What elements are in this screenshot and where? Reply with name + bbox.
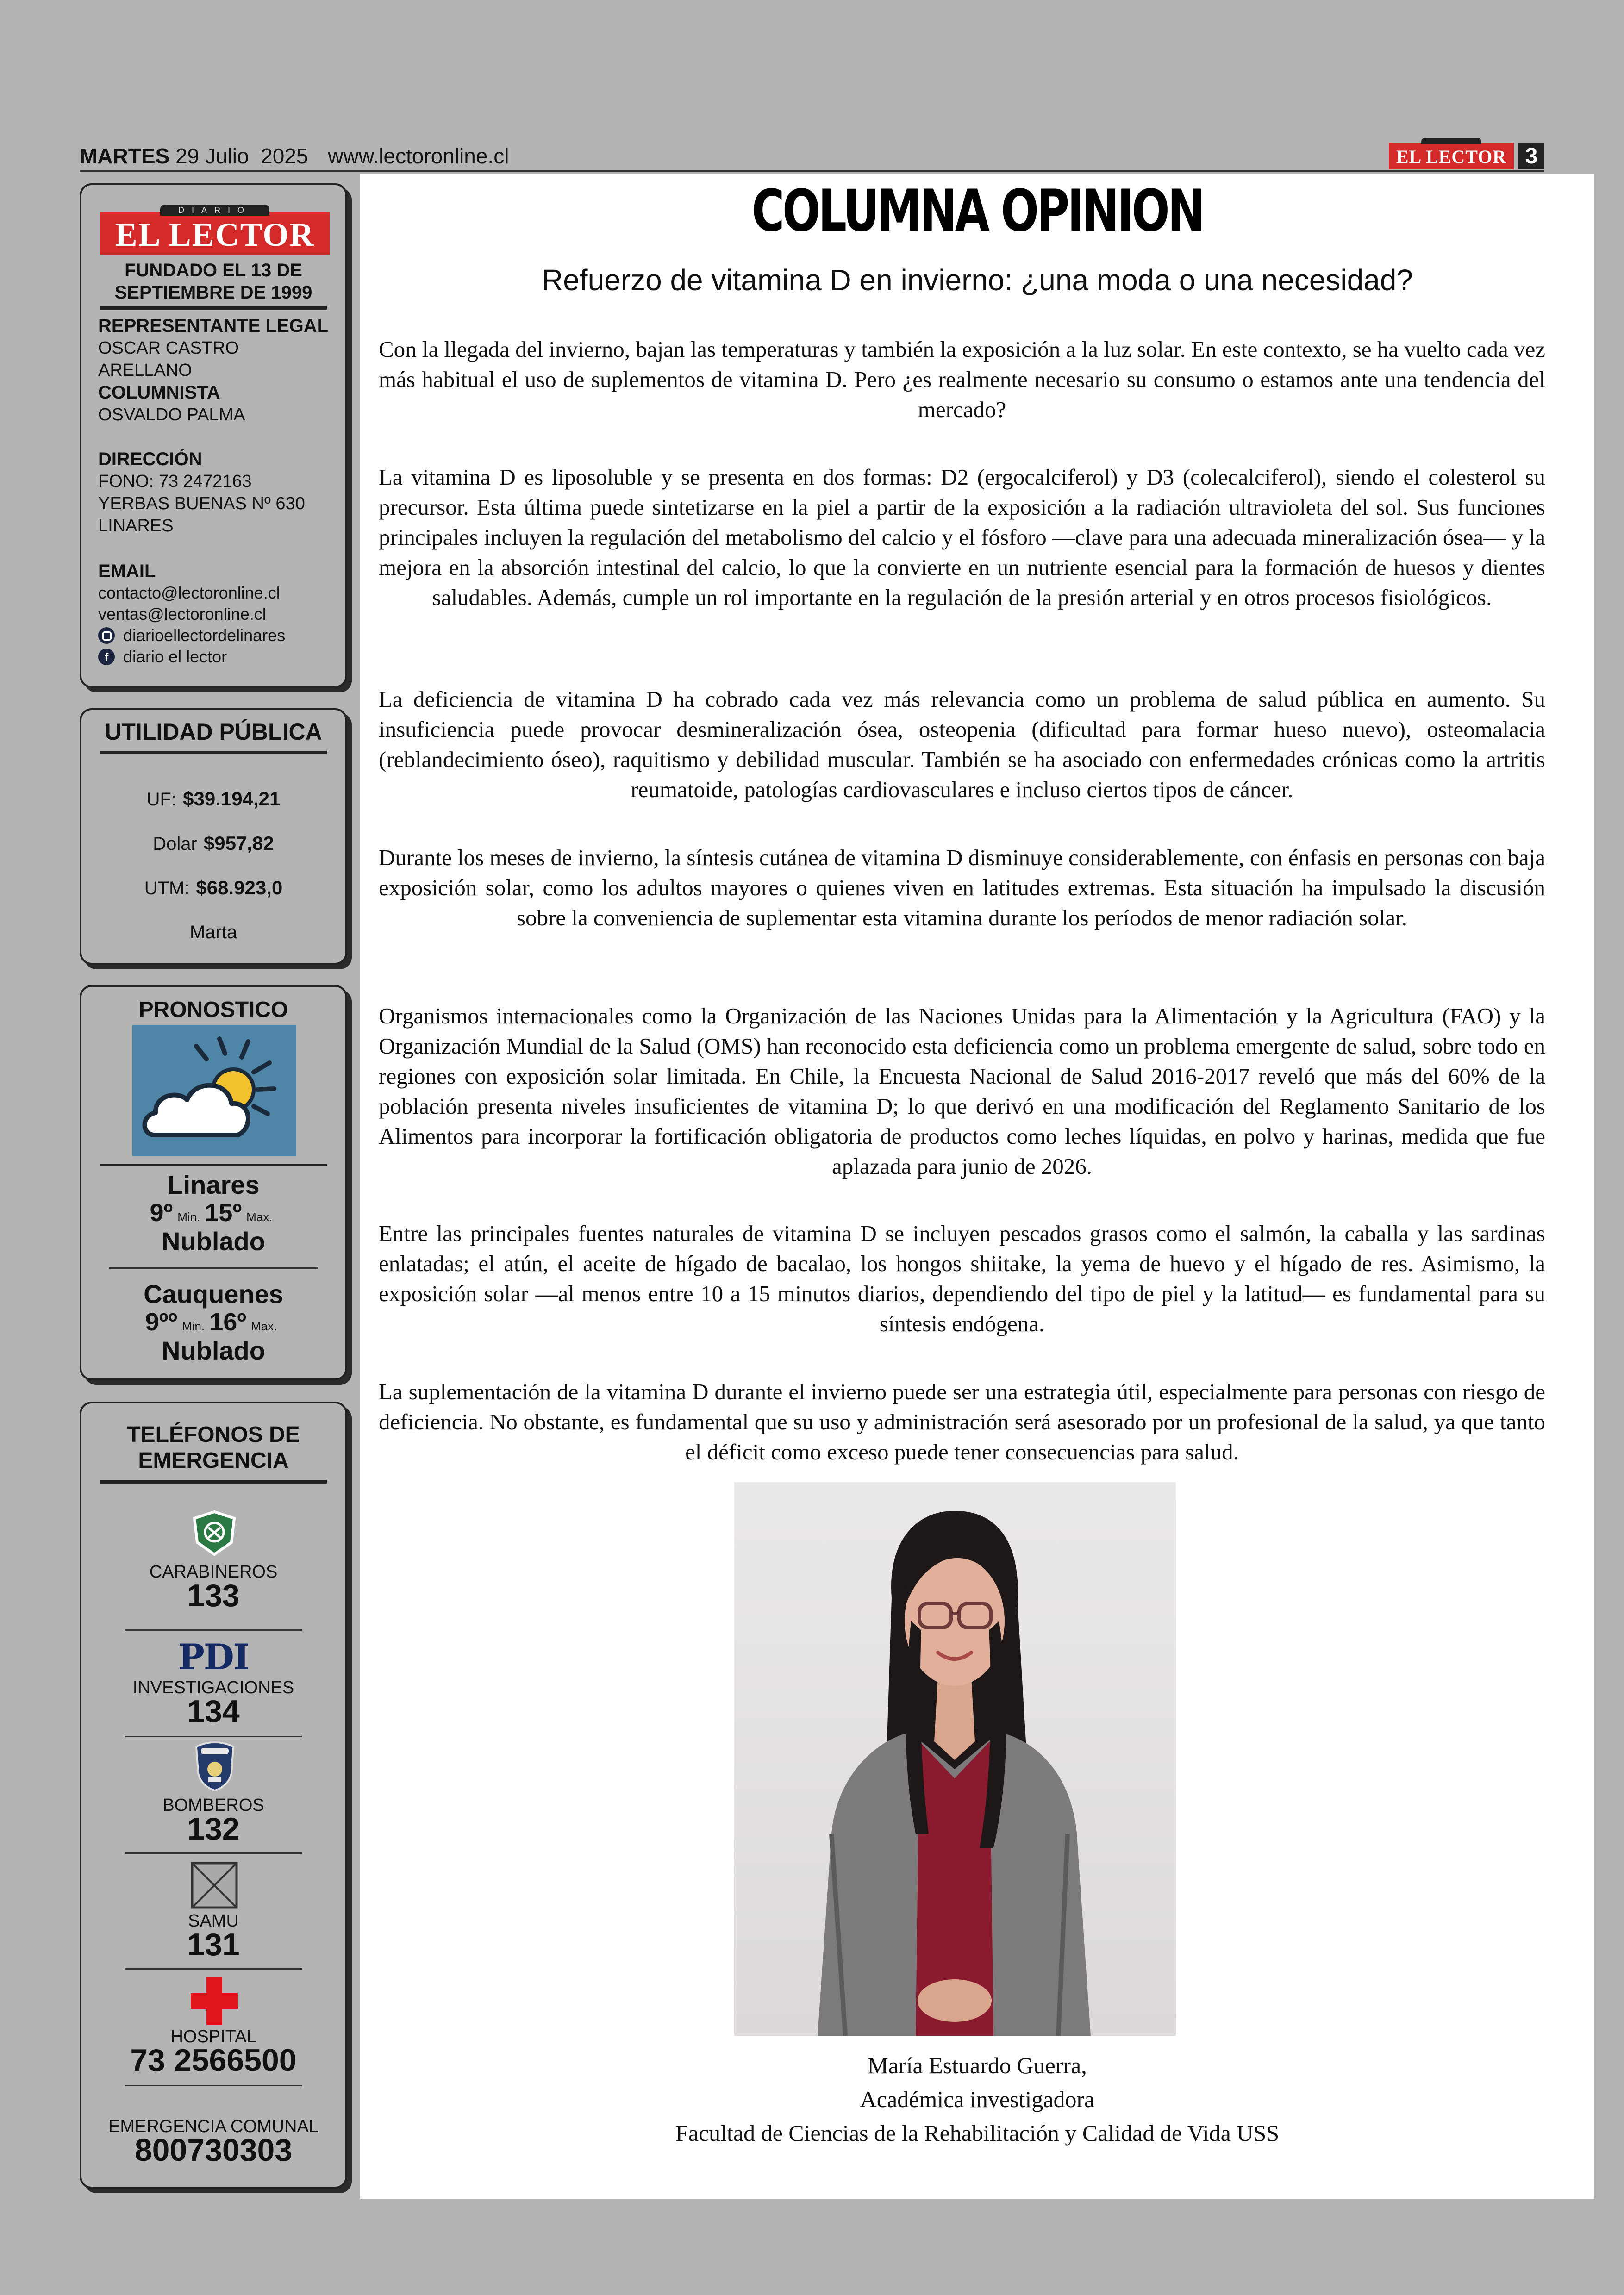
street-address: YERBAS BUENAS Nº 630 (98, 494, 305, 513)
opinion-article (360, 174, 1594, 2199)
emergency-number-investigaciones[interactable]: 134 (187, 1694, 240, 1729)
emergency-separator (125, 1852, 302, 1854)
facebook-icon: f (98, 649, 115, 665)
emergency-name-comunal: EMERGENCIA COMUNAL (108, 2117, 319, 2136)
instagram-icon (98, 627, 115, 644)
author-photo (734, 1482, 1176, 2036)
email-contacto-link[interactable]: contacto@lectoronline.cl (98, 583, 280, 602)
utm-row (81, 877, 345, 899)
utm-value: $68.923,0 (196, 877, 283, 898)
article-paragraph: Durante los meses de invierno, la síntesis cutánea de vitamina D disminuye considerablemente, con énfasis en personas con baja exposición solar, como los adultos mayores o quienes viven en latitudes extremas. Esta situación ha impulsado la discusión sobre la conveniencia de suplementar esta vitamina durante los períodos de menor radiación solar. (379, 845, 1546, 930)
pronostico-title: PRONOSTICO (138, 998, 288, 1022)
page-number: 3 (1518, 143, 1544, 169)
website-link[interactable]: www.lectoronline.cl (328, 144, 509, 168)
author-faculty: Facultad de Ciencias de la Rehabilitación y Calidad de Vida USS (675, 2120, 1280, 2146)
article-paragraph: Organismos internacionales como la Organización de las Naciones Unidas para la Alimentación y la Agricultura (FAO) y la Organización Mundial de la Salud (OMS) han reconocido esta deficiencia como un problema emergente de salud, sobre todo en regiones con exposición solar limitada. En Chile, la Encuesta Nacional de Salud 2016-2017 reveló que más del 60% de la población presenta niveles insuficientes de vitamina D; lo que derivó en una modificación del Reglamento Sanitario de los Alimentos para incorporar la fortificación obligatoria de productos como leches líquidas, en polvo y harinas, medida que fue aplazada para junio de 2026. (379, 1003, 1545, 1179)
utilidad-divider (100, 751, 327, 754)
article-title: Refuerzo de vitamina D en invierno: ¿una moda o una necesidad? (541, 263, 1413, 297)
partly-cloudy-icon (132, 1025, 296, 1156)
author-name: María Estuardo Guerra, (868, 2052, 1087, 2078)
carabineros-badge-icon (192, 1510, 237, 1556)
columnist-section (98, 381, 336, 426)
facebook-link[interactable] (98, 646, 336, 667)
emergency-number-hospital[interactable]: 73 2566500 (130, 2043, 297, 2078)
page-header (80, 143, 1544, 171)
condition-cauquenes: Nublado (162, 1336, 265, 1365)
article-paragraph: Con la llegada del invierno, bajan las temperaturas y también la exposición a la luz solar. En este contexto, se ha vuelto cada vez más habitual el uso de suplementos de vitamina D. Pero ¿es realmente necesario su consumo o estamos ante una tendencia del mercado? (379, 337, 1545, 422)
facebook-handle: diario el lector (123, 647, 227, 666)
author-signature (360, 2049, 1594, 2150)
pronostico-divider (100, 1164, 327, 1166)
city-name-cauquenes: Cauquenes (144, 1279, 283, 1309)
emergency-separator (125, 2085, 302, 2086)
legal-rep-name: OSCAR CASTRO ARELLANO (98, 338, 239, 380)
emergencia-title: TELÉFONOS DE EMERGENCIA (127, 1422, 300, 1473)
dolar-row (81, 832, 345, 854)
article-paragraph: La vitamina D es liposoluble y se presenta en dos formas: D2 (ergocalciferol) y D3 (colecalciferol), siendo el colesterol su precursor. Esta última puede sintetizarse en la piel a partir de la exposición a la radiación ultravioleta del sol. Sus funciones principales incluyen la regulación del metabolismo del calcio y el fósforo —clave para una adecuada mineralización ósea— y la mejora en la absorción intestinal del calcio, lo que la convierte en un nutriente esencial para la formación de huesos y dientes saludables. Además, cumple un rol importante en la regulación de la presión arterial y en otros procesos fisiológicos. (379, 464, 1545, 610)
author-role: Académica investigadora (860, 2086, 1095, 2112)
masthead-divider (100, 306, 327, 310)
issue-year: 2025 (261, 144, 308, 168)
masthead-box (80, 183, 347, 688)
email-ventas-link[interactable]: ventas@lectoronline.cl (98, 605, 266, 624)
emergency-name-carabineros: CARABINEROS (149, 1562, 278, 1582)
emergency-number-samu[interactable]: 131 (187, 1927, 240, 1962)
issue-day: MARTES (80, 144, 170, 168)
city-name-linares: Linares (167, 1170, 260, 1199)
saint-of-day: Marta (189, 922, 237, 942)
emergency-separator (125, 1736, 302, 1737)
email-label: EMAIL (98, 561, 156, 581)
pronostico-box (80, 985, 347, 1380)
uf-value: $39.194,21 (183, 788, 281, 810)
columnist-name: OSVALDO PALMA (98, 405, 245, 424)
logo-top-label: DIARIO (160, 205, 269, 216)
dolar-label: Dolar (153, 834, 197, 854)
emergency-separator (125, 1968, 302, 1970)
max-label: Max. (246, 1210, 273, 1224)
city-name: LINARES (98, 516, 174, 536)
temps-linares (81, 1199, 345, 1231)
red-cross-icon (191, 1977, 238, 2025)
min-label: Min. (177, 1210, 200, 1224)
emergency-number-comunal[interactable]: 800730303 (134, 2133, 293, 2168)
instagram-handle: diarioellectordelinares (123, 626, 286, 645)
uf-label: UF: (146, 789, 177, 810)
legal-rep-section (98, 315, 336, 381)
city-divider (109, 1267, 318, 1269)
email-section (98, 560, 336, 667)
phone-number: FONO: 73 2472163 (98, 472, 252, 491)
emergencia-box (80, 1402, 347, 2189)
emergency-name-samu: SAMU (188, 1911, 239, 1931)
temp-max-linares: 15º (205, 1199, 242, 1227)
newspaper-logo: EL LECTOR (100, 212, 330, 255)
max-label: Max. (251, 1319, 277, 1333)
section-title: COLUMNA OPINION (751, 178, 1203, 244)
temp-max-cauquenes: 16º (209, 1308, 247, 1336)
instagram-link[interactable] (98, 625, 336, 646)
issue-day-month: 29 Julio (175, 144, 249, 168)
min-label: Min. (182, 1319, 205, 1333)
emergency-separator (125, 1629, 302, 1631)
emergency-name-bomberos: BOMBEROS (162, 1796, 264, 1815)
emergencia-divider (100, 1480, 327, 1484)
emergency-name-investigaciones: INVESTIGACIONES (132, 1678, 294, 1697)
founded-text: FUNDADO EL 13 DE SEPTIEMBRE DE 1999 (114, 260, 312, 303)
article-paragraph: Entre las principales fuentes naturales de vitamina D se incluyen pescados grasos como el salmón, la caballa y las sardinas enlatadas; el atún, el aceite de hígado de bacalao, los hongos shiitake, la yema de huevo y el hígado de res. Asimismo, la exposición solar —al menos entre 10 a 15 minutos diarios, dependiendo del tipo de piel y la latitud— es fundamental para su síntesis endógena. (379, 1221, 1545, 1336)
issue-date (80, 143, 509, 168)
temp-min-linares: 9º (150, 1199, 173, 1227)
temps-cauquenes (81, 1308, 345, 1340)
pdi-logo-icon: PDI (178, 1636, 249, 1678)
address-section (98, 448, 336, 537)
bomberos-badge-icon (194, 1740, 235, 1791)
temp-min-cauquenes: 9ºº (145, 1308, 178, 1336)
emergency-number-bomberos[interactable]: 132 (187, 1811, 240, 1846)
utm-label: UTM: (144, 878, 190, 898)
header-logo: EL LECTOR (1389, 143, 1514, 169)
columnist-label: COLUMNISTA (98, 382, 220, 403)
legal-rep-label: REPRESENTANTE LEGAL (98, 316, 329, 336)
emergency-name-hospital: HOSPITAL (170, 2027, 256, 2046)
uf-row (81, 788, 345, 810)
utilidad-title: UTILIDAD PÚBLICA (105, 719, 322, 745)
condition-linares: Nublado (162, 1227, 265, 1256)
dolar-value: $957,82 (203, 832, 274, 854)
article-paragraph: La deficiencia de vitamina D ha cobrado cada vez más relevancia como un problema de salud pública en aumento. Su insuficiencia puede provocar desmineralización ósea, osteopenia (dificultad para formar hueso nuevo), osteomalacia (reblandecimiento óseo), raquitismo y debilidad muscular. También se ha asociado con enfermedades crónicas como la artritis reumatoide, patologías cardiovasculares e incluso ciertos tipos de cáncer. (379, 686, 1545, 802)
article-paragraph: La suplementación de la vitamina D durante el invierno puede ser una estrategia útil, especialmente para personas con riesgo de deficiencia. No obstante, es fundamental que su uso y administración será asesorado por un profesional de la salud, ya que tanto el déficit como exceso puede tener consecuencias para salud. (379, 1379, 1545, 1465)
samu-placeholder-icon (191, 1862, 238, 1909)
emergency-number-carabineros[interactable]: 133 (187, 1578, 240, 1613)
address-label: DIRECCIÓN (98, 449, 202, 469)
header-rule (80, 170, 1544, 172)
utilidad-publica-box (80, 708, 347, 965)
